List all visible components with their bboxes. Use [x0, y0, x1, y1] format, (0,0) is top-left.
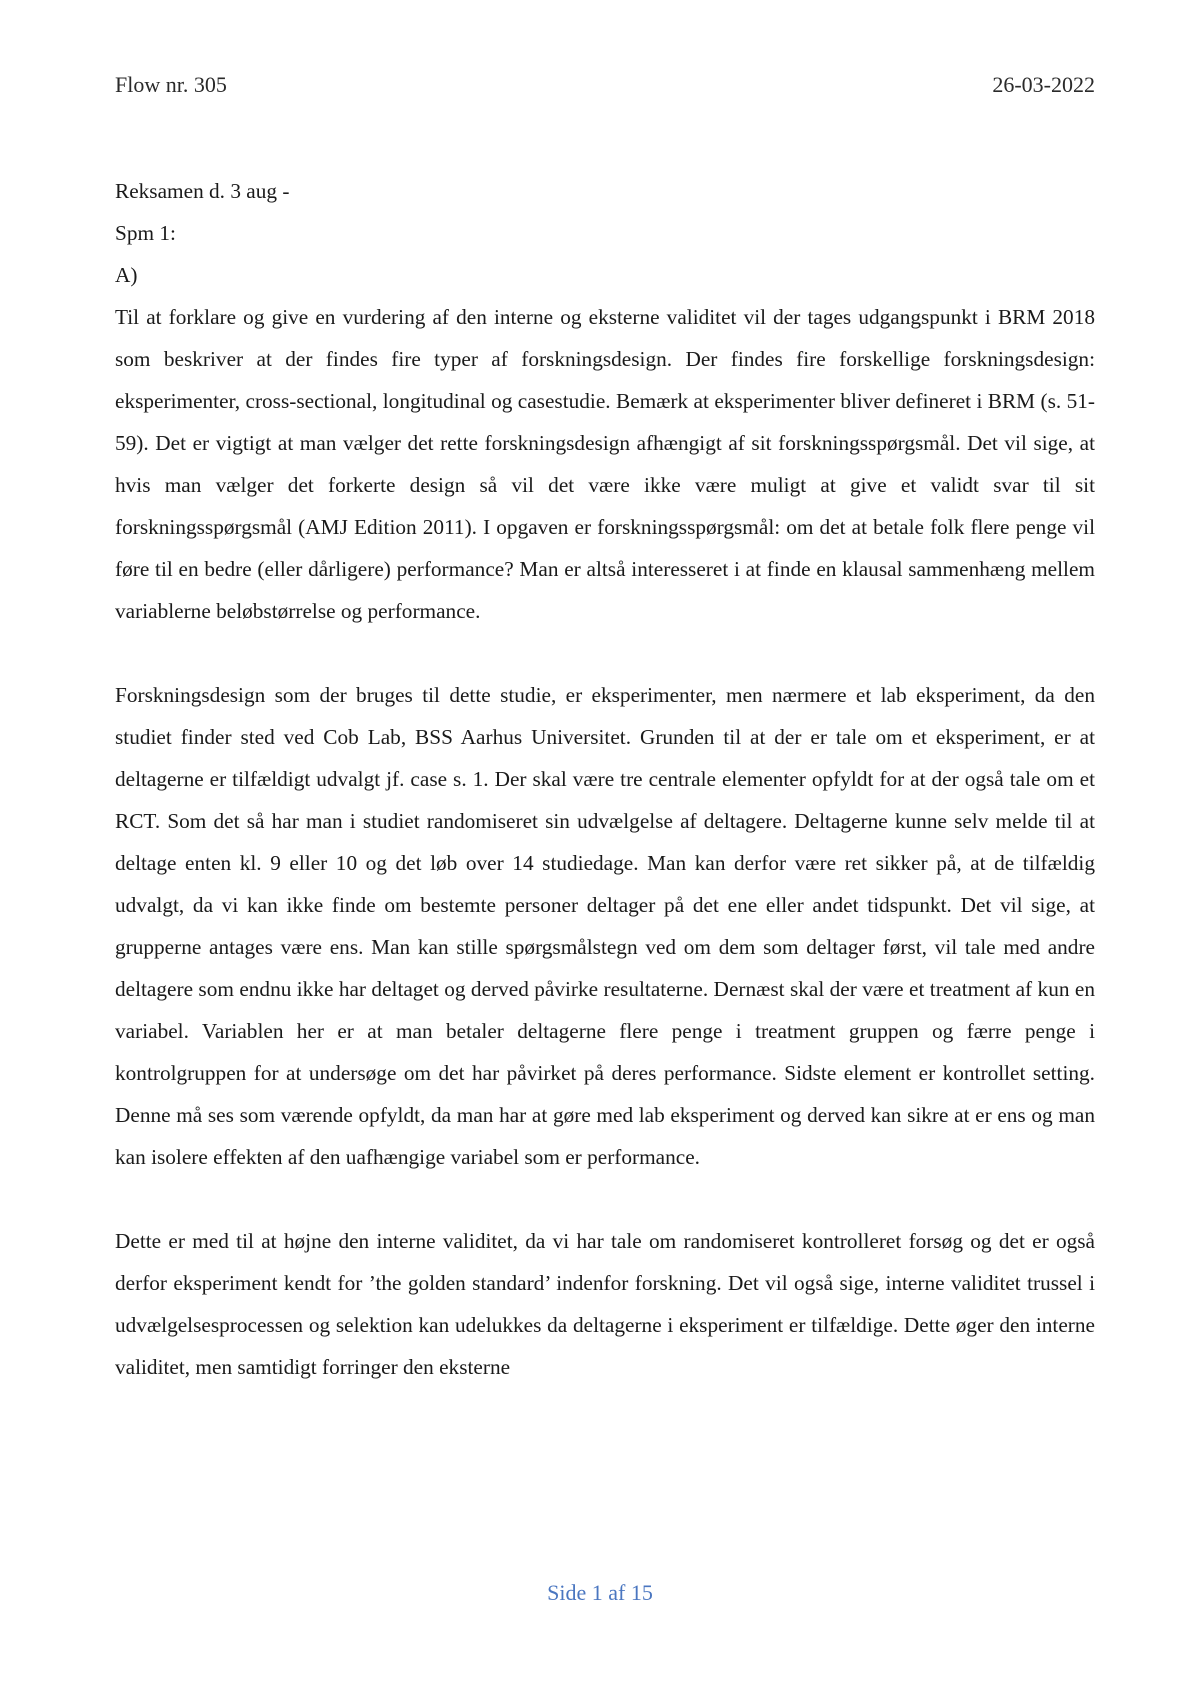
subquestion-label: A): [115, 263, 138, 287]
paragraph-1: Til at forklare og give en vurdering af den interne og eksterne validitet vil der tages udgangspunkt i BRM 2018 som beskriver at der findes fire typer af forskningsdesign. Der findes fire forskellige forskningsdesign: eksperimenter, cross-sectional, longitudinal og casestudie. Bemærk at eksperimenter bliver defineret i BRM (s. 51-59). Det er vigtigt at man vælger det rette forskningsdesign afhængigt af sit forskningsspørgsmål. Det vil sige, at hvis man vælger det forkerte design så vil det være ikke være muligt at give et validt svar til sit forskningsspørgsmål (AMJ Edition 2011). I opgaven er forskningsspørgsmål: om det at betale folk flere penge vil føre til en bedre (eller dårligere) performance? Man er altså interesseret i at finde en klausal sammenhæng mellem variablerne beløbstørrelse og performance.: [115, 305, 1095, 623]
header-flow-number: Flow nr. 305: [115, 72, 227, 97]
exam-heading: Reksamen d. 3 aug -: [115, 179, 290, 203]
page-number: Side 1 af 15: [547, 1580, 653, 1605]
question-label: Spm 1:: [115, 221, 176, 245]
page-header: [115, 72, 1095, 102]
document-body: [115, 170, 1095, 1388]
paragraph-2: Forskningsdesign som der bruges til dette studie, er eksperimenter, men nærmere et lab eksperiment, da den studiet finder sted ved Cob Lab, BSS Aarhus Universitet. Grunden til at der er tale om et eksperiment, er at deltagerne er tilfældigt udvalgt jf. case s. 1. Der skal være tre centrale elementer opfyldt for at der også tale om et RCT. Som det så har man i studiet randomiseret sin udvælgelse af deltagere. Deltagerne kunne selv melde til at deltage enten kl. 9 eller 10 og det løb over 14 studiedage. Man kan derfor være ret sikker på, at de tilfældig udvalgt, da vi kan ikke finde om bestemte personer deltager på det ene eller andet tidspunkt. Det vil sige, at grupperne antages være ens. Man kan stille spørgsmålstegn ved om dem som deltager først, vil tale med andre deltagere som endnu ikke har deltaget og derved påvirke resultaterne. Dernæst skal der være et treatment af kun en variabel. Variablen her er at man betaler deltagerne flere penge i treatment gruppen og færre penge i kontrolgruppen for at undersøge om det har påvirket på deres performance. Sidste element er kontrollet setting. Denne må ses som værende opfyldt, da man har at gøre med lab eksperiment og derved kan sikre at er ens og man kan isolere effekten af den uafhængige variabel som er performance.: [115, 683, 1095, 1169]
paragraph-3: Dette er med til at højne den interne validitet, da vi har tale om randomiseret kontrolleret forsøg og det er også derfor eksperiment kendt for ’the golden standard’ indenfor forskning. Det vil også sige, interne validitet trussel i udvælgelsesprocessen og selektion kan udelukkes da deltagerne i eksperiment er tilfældige. Dette øger den interne validitet, men samtidigt forringer den eksterne: [115, 1229, 1095, 1379]
header-date: 26-03-2022: [992, 72, 1095, 97]
